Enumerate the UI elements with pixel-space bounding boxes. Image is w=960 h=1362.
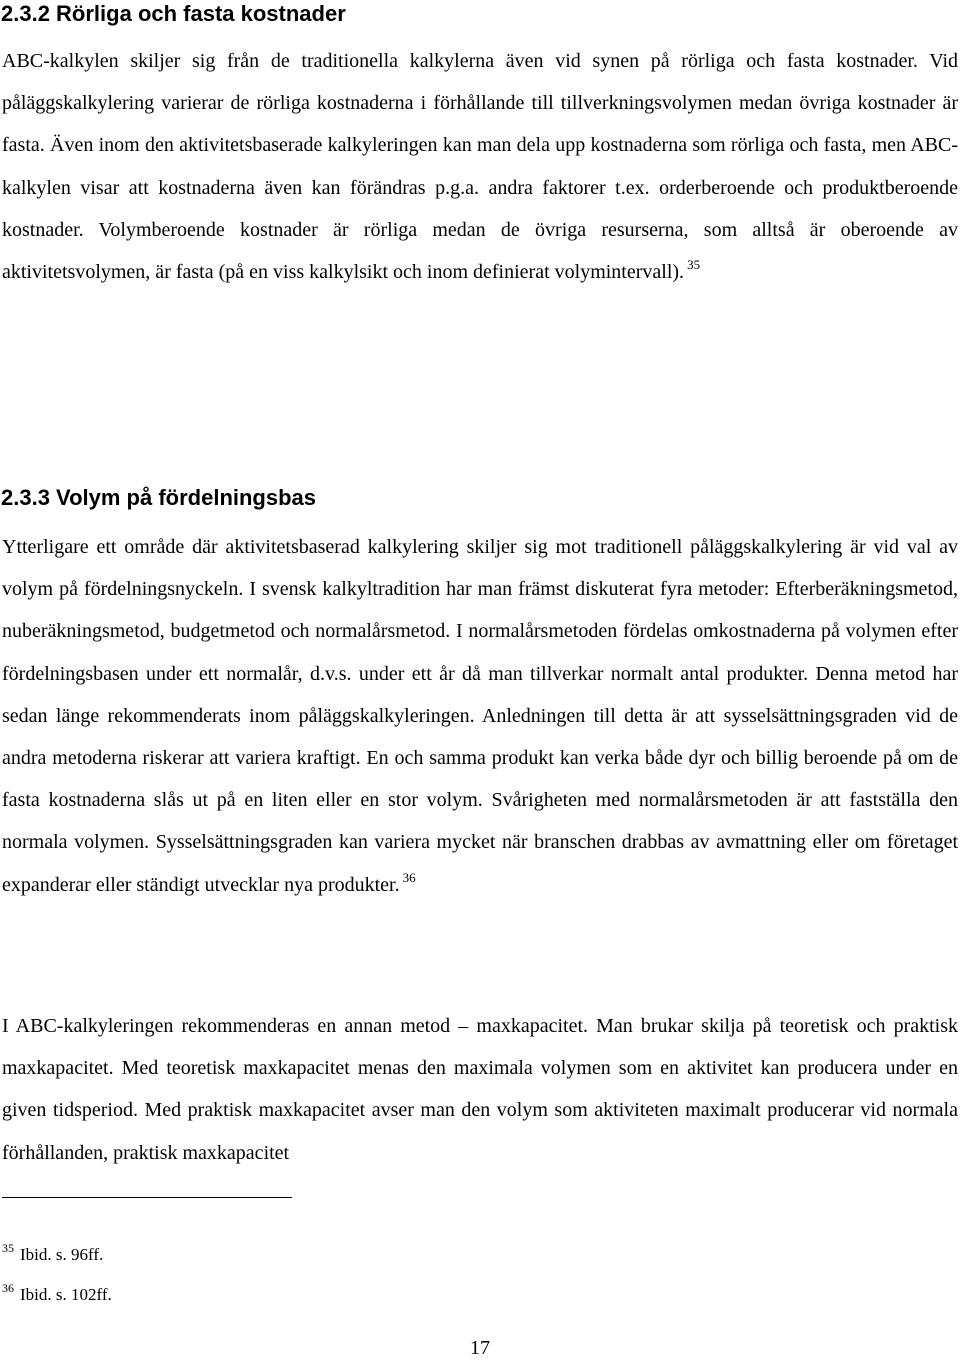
paragraph-text: ABC-kalkylen skiljer sig från de traditionella kalkylerna även vid synen på rörliga och fasta kostnader. Vid påläggskalkylering varierar de rörliga kostnaderna i förhållande till tillverkningsvolymen medan övriga kostnader är fasta. Även inom den aktivitetsbaserade kalkyleringen kan man dela upp kostnaderna som rörliga och fasta, men ABC-kalkylen visar att kostnaderna även kan förändras p.g.a. andra faktorer t.ex. orderberoende och produktberoende kostnader. Volymberoende kostnader är rörliga medan de övriga resurserna, som alltså är oberoende av aktivitetsvolymen, är fasta (på en viss kalkylsikt och inom definierat volymintervall). bbox=[2, 50, 958, 284]
footnote-number: 35 bbox=[2, 1241, 14, 1255]
body-paragraph-2-3-2 bbox=[2, 40, 958, 293]
footnote-text: Ibid. s. 102ff. bbox=[20, 1285, 112, 1304]
footnote-number: 36 bbox=[2, 1281, 14, 1295]
body-paragraph-2-3-3-first bbox=[2, 526, 958, 906]
page-number: 17 bbox=[470, 1337, 490, 1359]
footnote-35 bbox=[2, 1241, 104, 1266]
footnote-text: Ibid. s. 96ff. bbox=[20, 1245, 104, 1264]
footnote-36 bbox=[2, 1281, 112, 1306]
section-heading-2-3-3: 2.3.3 Volym på fördelningsbas bbox=[1, 485, 317, 510]
section-heading-2-3-2: 2.3.2 Rörliga och fasta kostnader bbox=[1, 1, 346, 26]
paragraph-text: Ytterligare ett område där aktivitetsbaserad kalkylering skiljer sig mot traditionell påläggskalkylering är vid val av volym på fördelningsnyckeln. I svensk kalkyltradition har man främst diskuterat fyra metoder: Efterberäkningsmetod, nuberäkningsmetod, budgetmetod och normalårsmetod. I normalårsmetoden fördelas omkostnaderna på volymen efter fördelningsbasen under ett normalår, d.v.s. under ett år då man tillverkar normalt antal produkter. Denna metod har sedan länge rekommenderats inom påläggskalkyleringen. Anledningen till detta är att sysselsättningsgraden vid de andra metoderna riskerar att variera kraftigt. En och samma produkt kan verka både dyr och billig beroende på om de fasta kostnaderna slås ut på en liten eller en stor volym. Svårigheten med normalårsmetoden är att fastställa den normala volymen. Sysselsättningsgraden kan variera mycket när branschen drabbas av avmattning eller om företaget expanderar eller ständigt utvecklar nya produkter. bbox=[2, 536, 958, 896]
footnote-reference: 36 bbox=[402, 869, 416, 885]
footnote-reference: 35 bbox=[687, 257, 701, 273]
body-paragraph-2-3-3-second: I ABC-kalkyleringen rekommenderas en annan metod – maxkapacitet. Man brukar skilja på teoretisk och praktisk maxkapacitet. Med teoretisk maxkapacitet menas den maximala volymen som en aktivitet kan producera under en given tidsperiod. Med praktisk maxkapacitet avser man den volym som aktiviteten maximalt producerar vid normala förhållanden, praktisk maxkapacitet bbox=[2, 1015, 958, 1164]
footnote-divider bbox=[2, 1197, 292, 1198]
